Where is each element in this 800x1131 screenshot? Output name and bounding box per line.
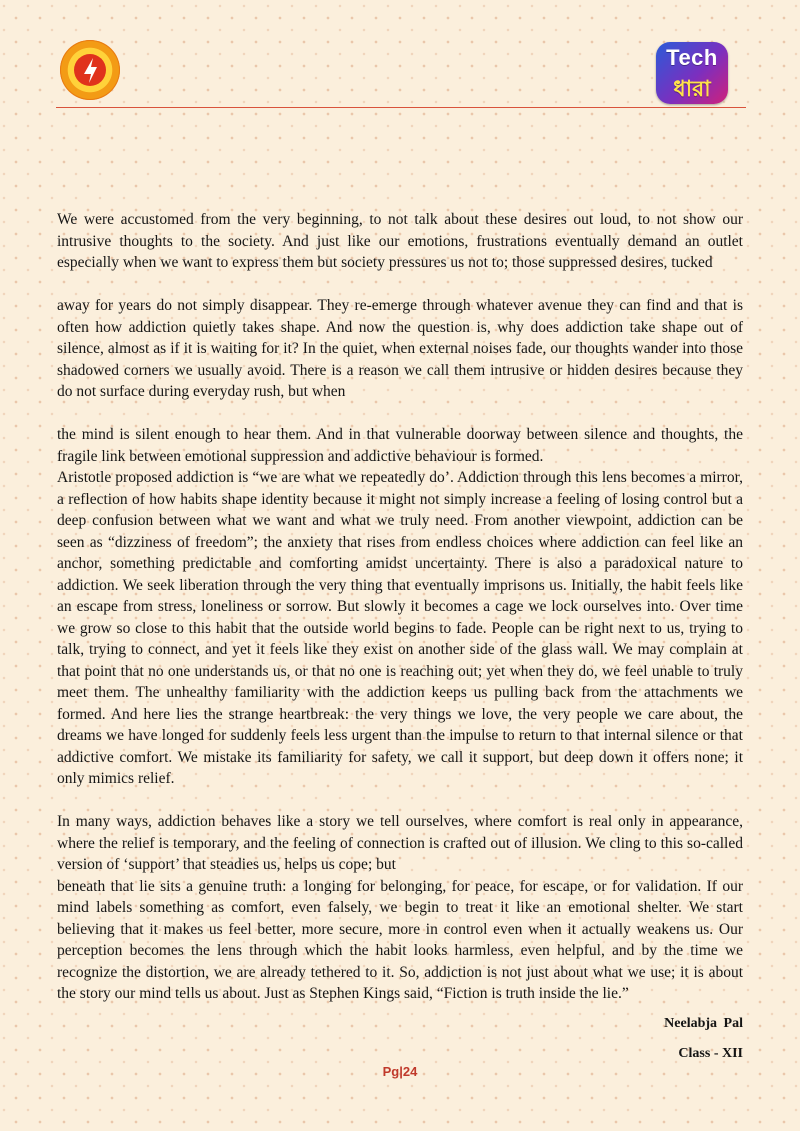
logo-mark-icon <box>60 40 120 100</box>
article-body <box>57 209 743 1005</box>
author-name: Neelabja Pal <box>664 1016 743 1031</box>
tech-dhara-logo-line1: Tech <box>666 45 718 70</box>
paragraph-gap <box>57 274 743 296</box>
article-paragraph: Aristotle proposed addiction is “we are what we repeatedly do’. Addiction through this lens becomes a mirror, a reflection of how habits shape identity because it might not simply increase a feeling of losing control but a deep confusion between what we want and what we truly need. From another viewpoint, addiction can be seen as “dizziness of freedom”; the anxiety that rises from endless choices where addiction can feel like an anchor, something predictable and comforting amidst uncertainty. There is also a paradoxical nature to addiction. We seek liberation through the very thing that eventually imprisons us. Initially, the habit feels like an escape from stress, loneliness or sorrow. But slowly it becomes a cage we lock ourselves into. Over time we grow so close to this habit that the outside world begins to fade. People can be right next to us, trying to talk, trying to connect, and yet it feels like they exist on another side of the glass wall. We may complain at that point that no one understands us, or that no one is reaching out; yet when they do, we feel unable to truly meet them. The unhealthy familiarity with the addiction keeps us pulling back from the attachments we formed. And here lies the strange heartbreak: the very things we love, the very people we care about, the dreams we have longed for suddenly feels less urgent than the impulse to return to that internal silence or that addictive comfort. We mistake its familiarity for safety, we call it support, but deep down it offers none; it only mimics relief. <box>57 469 743 787</box>
tech-dhara-logo-line2: ধারা <box>673 77 711 102</box>
article-paragraph: In many ways, addiction behaves like a story we tell ourselves, where comfort is real only in appearance, where the relief is temporary, and the feeling of connection is crafted out of illusion. We cling to this so-called version of ‘support’ that steadies us, helps us cope; but <box>57 813 743 873</box>
article-paragraph: beneath that lie sits a genuine truth: a longing for belonging, for peace, for escape, or for validation. If our mind labels something as comfort, even falsely, we begin to treat it like an emotional shelter. We start believing that it makes us feel better, more secure, more in control even when it actually weakens us. Our perception becomes the lens through which the habit looks harmless, even helpful, and by the time we recognize the distortion, we are already tethered to it. So, addiction is not just about what we use; it is about the story our mind tells us about. Just as Stephen Kings said, “Fiction is truth inside the lie.” <box>57 877 743 1002</box>
article-paragraph: We were accustomed from the very beginning, to not talk about these desires out loud, to not show our intrusive thoughts to the society. And just like our emotions, frustrations eventually demand an outlet especially when we want to express them but society pressures us not to; those suppressed desires, tucked <box>57 211 743 271</box>
paragraph-gap <box>57 403 743 425</box>
article-paragraph: away for years do not simply disappear. They re-emerge through whatever avenue they can find and that is often how addiction quietly takes shape. And now the question is, why does addiction take shape out of silence, almost as if it is waiting for it? In the quiet, when external noises fade, our thoughts wander into those shadowed corners we usually avoid. There is a reason we call them intrusive or hidden desires because they do not surface during everyday rush, but when <box>57 297 743 400</box>
author-class: Class - XII <box>678 1046 743 1061</box>
article-paragraph: the mind is silent enough to hear them. And in that vulnerable doorway between silence and thoughts, the fragile link between emotional suppression and addictive behaviour is formed. <box>57 426 743 465</box>
header-divider <box>56 107 746 109</box>
paragraph-gap <box>57 790 743 812</box>
page-number: Pg|24 <box>382 1064 418 1079</box>
tech-dhara-logo <box>656 42 728 104</box>
page-header <box>56 36 746 108</box>
techno-india-group-academia-logo <box>60 40 120 100</box>
